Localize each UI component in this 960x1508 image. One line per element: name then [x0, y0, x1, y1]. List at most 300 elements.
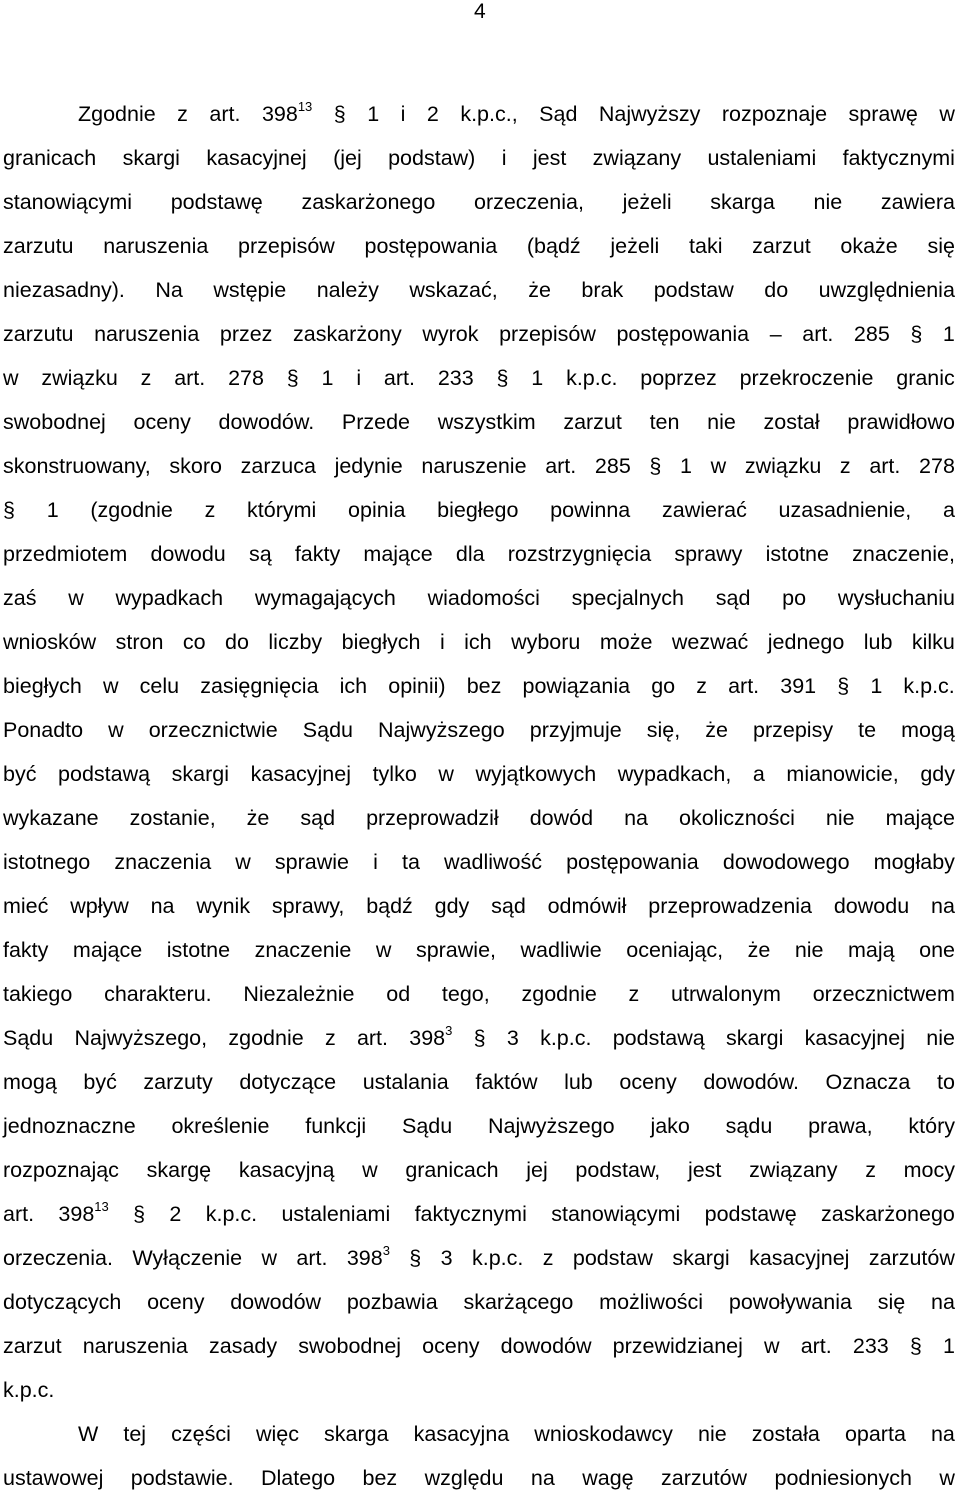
word: 233	[437, 366, 474, 390]
text-line	[3, 268, 955, 312]
word: skarżącego	[463, 1290, 574, 1314]
word: Ponadto	[3, 718, 84, 742]
word: którymi	[247, 498, 317, 522]
word: lub	[863, 630, 893, 654]
word: w	[362, 1158, 378, 1182]
word: naruszenie	[421, 454, 527, 478]
word: a	[752, 762, 765, 786]
word: dowodu	[833, 894, 910, 918]
word: wpływ	[70, 894, 129, 918]
word: $398^{13}$	[261, 98, 313, 126]
word: w	[710, 454, 727, 478]
word: nie	[825, 806, 855, 830]
word: lub	[564, 1070, 593, 1094]
word: art.	[802, 322, 834, 346]
word: i	[501, 146, 507, 170]
word: orzeczenia.	[3, 1246, 113, 1270]
word: oceny	[619, 1070, 677, 1094]
word: został	[763, 410, 820, 434]
word: ich	[339, 674, 368, 698]
word: że	[246, 806, 270, 830]
word: się	[877, 1290, 906, 1314]
word: dowodów	[500, 1334, 592, 1358]
word: poprzez	[640, 366, 717, 390]
word: co	[182, 630, 206, 654]
word: Sądu	[302, 718, 353, 742]
word: że	[747, 938, 771, 962]
word: może	[599, 630, 653, 654]
word: Najwyższy	[598, 102, 701, 126]
word: mogą	[3, 1070, 57, 1094]
word: granicach	[3, 146, 97, 170]
word: funkcji	[305, 1114, 367, 1138]
word: 233	[852, 1334, 889, 1358]
word: zaskarżonego	[301, 190, 436, 214]
word: mające	[363, 542, 433, 566]
word: przepisów	[499, 322, 596, 346]
word: uwzględnienia	[818, 278, 955, 302]
word: wymagających	[254, 586, 396, 610]
word: w	[3, 366, 19, 390]
word: zarzut	[752, 234, 811, 258]
text-line	[3, 796, 955, 840]
word: wyrok	[422, 322, 479, 346]
word: faktycznymi	[414, 1202, 527, 1226]
word: w	[939, 1466, 955, 1490]
word: na	[930, 894, 955, 918]
text-line	[3, 1192, 955, 1236]
word: opinia	[348, 498, 406, 522]
word: w	[764, 1334, 780, 1358]
word: więc	[255, 1422, 299, 1446]
word: w	[108, 718, 124, 742]
word: podstawą	[58, 762, 151, 786]
word: przedmiotem	[3, 542, 128, 566]
word: wyjątkowych	[475, 762, 597, 786]
word: bądź	[366, 894, 413, 918]
word: mocy	[903, 1158, 955, 1182]
word: art.	[800, 1334, 832, 1358]
text-line	[3, 708, 955, 752]
word: 391	[780, 674, 817, 698]
word: że	[705, 718, 728, 742]
word: z	[204, 498, 216, 522]
word: skoro	[169, 454, 222, 478]
word: z	[865, 1158, 876, 1182]
word: granic	[896, 366, 955, 390]
word: mogą	[901, 718, 955, 742]
word: podstawie.	[130, 1466, 234, 1490]
word: okoliczności	[679, 806, 795, 830]
word: skonstruowany,	[3, 454, 151, 478]
word: postępowania	[566, 850, 699, 874]
word: §	[910, 322, 923, 346]
word: §	[909, 1334, 922, 1358]
word: §	[3, 498, 15, 522]
text-line	[3, 928, 955, 972]
word: oceny	[133, 410, 191, 434]
word: mieć	[3, 894, 49, 918]
word: odmówił	[547, 894, 627, 918]
word: kasacyjnej	[206, 146, 307, 170]
word: 1	[321, 366, 334, 390]
word: 1	[531, 366, 544, 390]
word: dotyczących	[3, 1290, 122, 1314]
word: mające	[885, 806, 955, 830]
word: Sądu	[401, 1114, 453, 1138]
word: wynik	[196, 894, 251, 918]
word: opinii)	[388, 674, 446, 698]
word: dowodu	[150, 542, 226, 566]
word: §	[649, 454, 662, 478]
word: rozpoznaje	[721, 102, 828, 126]
word: który	[908, 1114, 955, 1138]
word: przez	[219, 322, 273, 346]
word: naruszenia	[103, 234, 209, 258]
word: się,	[646, 718, 681, 742]
word: w	[68, 586, 84, 610]
word: wszystkim	[437, 410, 536, 434]
word: od	[386, 982, 411, 1006]
word: istotne	[765, 542, 829, 566]
word: podniesionych	[774, 1466, 912, 1490]
word: swobodnej	[3, 410, 106, 434]
word: oceniając,	[626, 938, 724, 962]
word: naruszenia	[82, 1334, 188, 1358]
word: sprawie,	[415, 938, 496, 962]
word: skargi	[122, 146, 180, 170]
page-number: 4	[474, 0, 486, 23]
word: wiadomości	[427, 586, 540, 610]
word: określenie	[171, 1114, 270, 1138]
word: 1	[367, 102, 380, 126]
word: przepisów	[238, 234, 335, 258]
word: jednoznaczne	[3, 1114, 136, 1138]
word: $398^{13}$	[58, 1198, 109, 1226]
word: zawierać	[661, 498, 747, 522]
word: art.	[296, 1246, 328, 1270]
word: podstaw,	[575, 1158, 661, 1182]
word: pozbawia	[346, 1290, 438, 1314]
word: przeprowadził	[366, 806, 499, 830]
word: go	[651, 674, 676, 698]
word: zgodnie	[521, 982, 597, 1006]
word: §	[133, 1202, 146, 1226]
word: części	[171, 1422, 231, 1446]
word: w	[939, 102, 955, 126]
word: dotyczące	[239, 1070, 337, 1094]
word: postępowania	[616, 322, 750, 346]
word: jeżeli	[622, 190, 672, 214]
word: naruszenia	[94, 322, 200, 346]
word: celu	[139, 674, 180, 698]
word: istotnego	[3, 850, 91, 874]
word: oparta	[844, 1422, 906, 1446]
word: wypadkach	[115, 586, 224, 610]
word: na	[530, 1466, 555, 1490]
text-line	[3, 972, 955, 1016]
word: rozpoznając	[3, 1158, 119, 1182]
word: 2	[426, 102, 439, 126]
word: wnioskodawcy	[534, 1422, 673, 1446]
word: nie	[813, 190, 843, 214]
word: k.p.c.	[903, 674, 955, 698]
word: art.	[356, 1026, 389, 1050]
word: ustawowej	[3, 1466, 104, 1490]
word: skargi	[726, 1026, 784, 1050]
word: podstaw	[572, 1246, 653, 1270]
word: 1	[942, 322, 955, 346]
word: k.p.c.	[205, 1202, 258, 1226]
word: znaczenia	[114, 850, 212, 874]
word: §	[409, 1246, 422, 1270]
word: nie	[697, 1422, 727, 1446]
word: wagę	[582, 1466, 634, 1490]
word: §	[473, 1026, 486, 1050]
word: zarzuca	[240, 454, 316, 478]
word: z	[177, 102, 188, 126]
word: art.	[545, 454, 577, 478]
word: zasady	[209, 1334, 278, 1358]
word: przewidzianej	[612, 1334, 743, 1358]
word: prawa,	[808, 1114, 873, 1138]
text-line	[3, 312, 955, 356]
word: zasięgnięcia	[200, 674, 319, 698]
word: dla	[455, 542, 485, 566]
word: art.	[869, 454, 901, 478]
word: jest	[532, 146, 567, 170]
word: swobodnej	[298, 1334, 402, 1358]
word: zawiera	[880, 190, 955, 214]
word: podstaw	[653, 278, 734, 302]
text-line	[3, 1016, 955, 1060]
word: mogłaby	[873, 850, 955, 874]
word: 1	[942, 1334, 955, 1358]
text-line	[3, 532, 955, 576]
word: postępowania	[364, 234, 498, 258]
text-line	[3, 136, 955, 180]
word: wypadkach,	[617, 762, 732, 786]
word: związany	[749, 1158, 838, 1182]
document-body	[3, 92, 955, 1500]
word: stanowiącymi	[551, 1202, 681, 1226]
word: faktycznymi	[842, 146, 955, 170]
word: Najwyższego	[378, 718, 505, 742]
word: Oznacza	[825, 1070, 911, 1094]
word: §	[496, 366, 509, 390]
word: granicach	[405, 1158, 499, 1182]
word: niezasadny).	[3, 278, 125, 302]
word: zarzut	[563, 410, 622, 434]
word: Najwyższego	[487, 1114, 615, 1138]
word: przekroczenie	[739, 366, 874, 390]
word: Przede	[341, 410, 410, 434]
word: k.p.c.,	[460, 102, 518, 126]
word: wykazane	[3, 806, 99, 830]
word: kasacyjnej	[250, 762, 351, 786]
word: oceny	[147, 1290, 205, 1314]
word: wstępie	[213, 278, 287, 302]
word: orzecznictwem	[812, 982, 955, 1006]
word: po	[782, 586, 807, 610]
word: nie	[794, 938, 824, 962]
word: sprawie	[274, 850, 349, 874]
word: zarzuty	[143, 1070, 213, 1094]
word: być	[3, 762, 37, 786]
word: biegłego	[437, 498, 519, 522]
word: specjalnych	[571, 586, 684, 610]
word: dowodów.	[218, 410, 315, 434]
word: okaże	[840, 234, 898, 258]
word: 2	[169, 1202, 182, 1226]
word: ich	[464, 630, 492, 654]
word: Dlatego	[261, 1466, 336, 1490]
word: brak	[581, 278, 624, 302]
text-line	[3, 1280, 955, 1324]
word: sądu	[725, 1114, 773, 1138]
text-line	[3, 444, 955, 488]
word: z	[628, 982, 640, 1006]
word: wadliwość	[444, 850, 542, 874]
word: jej	[526, 1158, 548, 1182]
word: (bądź	[526, 234, 581, 258]
word: taki	[689, 234, 723, 258]
word: stanowiącymi	[3, 190, 133, 214]
word: w	[103, 674, 119, 698]
word: ta	[401, 850, 420, 874]
word: na	[624, 806, 648, 830]
word: możliwości	[599, 1290, 704, 1314]
word: art.	[174, 366, 206, 390]
word: (zgodnie	[90, 498, 173, 522]
word: §	[286, 366, 299, 390]
word: sprawę	[848, 102, 918, 126]
word: się	[927, 234, 955, 258]
word: W	[78, 1422, 99, 1446]
word: ustaleniami	[281, 1202, 391, 1226]
word: kilku	[911, 630, 955, 654]
text-line	[3, 1236, 955, 1280]
text-line	[3, 92, 955, 136]
text-line	[3, 620, 955, 664]
word: $398^3$	[346, 1242, 390, 1270]
word: względu	[424, 1466, 504, 1490]
word: kasacyjną	[238, 1158, 335, 1182]
word: faktów	[475, 1070, 538, 1094]
word: do	[764, 278, 789, 302]
word: kasacyjnej	[749, 1246, 850, 1270]
word: została	[751, 1422, 820, 1446]
word: wadliwie	[520, 938, 602, 962]
text-line	[3, 1060, 955, 1104]
word: znaczenie,	[852, 542, 955, 566]
word: wezwać	[671, 630, 749, 654]
word: fakty	[3, 938, 49, 962]
word: z	[696, 674, 707, 698]
word: rozstrzygnięcia	[507, 542, 652, 566]
word: art.	[383, 366, 415, 390]
word: dowodowego	[722, 850, 850, 874]
word: mające	[72, 938, 143, 962]
word: podstawę	[704, 1202, 797, 1226]
text-line	[3, 752, 955, 796]
text-line	[3, 1368, 955, 1412]
word: nie	[707, 410, 736, 434]
word: z	[324, 1026, 336, 1050]
word: 278	[919, 454, 955, 478]
word: jeżeli	[610, 234, 660, 258]
word: $398^3$	[409, 1022, 453, 1050]
word: 1	[870, 674, 883, 698]
word: liczby	[268, 630, 323, 654]
text-line	[3, 180, 955, 224]
word: dowodów	[230, 1290, 322, 1314]
word: związany	[592, 146, 682, 170]
word: utrwalonym	[671, 982, 781, 1006]
word: Wyłączenie	[132, 1246, 243, 1270]
word: sąd	[300, 806, 336, 830]
word: mają	[848, 938, 895, 962]
word: Na	[155, 278, 183, 302]
word: przyjmuje	[529, 718, 622, 742]
word: k.p.c.	[3, 1378, 55, 1402]
word: fakty	[294, 542, 341, 566]
word: podstawą	[612, 1026, 705, 1050]
word: związku	[41, 366, 118, 390]
word: jednego	[767, 630, 845, 654]
word: §	[837, 674, 850, 698]
word: podstaw)	[388, 146, 476, 170]
word: art.	[3, 1202, 35, 1226]
word: ustaleniami	[707, 146, 817, 170]
word: orzeczenia,	[473, 190, 584, 214]
word: Zgodnie	[78, 102, 156, 126]
word: 285	[594, 454, 631, 478]
word: 3	[506, 1026, 519, 1050]
word: i	[439, 630, 445, 654]
word: wskazać,	[409, 278, 498, 302]
word: z	[839, 454, 851, 478]
word: istotne	[166, 938, 231, 962]
word: kasacyjnej	[804, 1026, 905, 1050]
word: są	[248, 542, 272, 566]
word: na	[930, 1422, 955, 1446]
word: 3	[440, 1246, 453, 1270]
word: art.	[728, 674, 760, 698]
word: nie	[926, 1026, 955, 1050]
word: sprawy	[674, 542, 743, 566]
word: w	[235, 850, 251, 874]
word: związku	[744, 454, 822, 478]
text-line	[3, 488, 955, 532]
word: bez	[466, 674, 502, 698]
word: i	[356, 366, 362, 390]
word: Sądu	[3, 1026, 54, 1050]
text-line	[3, 884, 955, 928]
word: tylko	[372, 762, 417, 786]
word: –	[769, 322, 782, 346]
word: zaskarżony	[293, 322, 402, 346]
word: k.p.c.	[540, 1026, 592, 1050]
text-line	[3, 224, 955, 268]
text-line	[3, 664, 955, 708]
word: dowodów.	[703, 1070, 799, 1094]
word: k.p.c.	[566, 366, 618, 390]
word: 1	[46, 498, 59, 522]
word: wyboru	[511, 630, 581, 654]
word: zarzut	[3, 1334, 62, 1358]
word: prawidłowo	[847, 410, 955, 434]
